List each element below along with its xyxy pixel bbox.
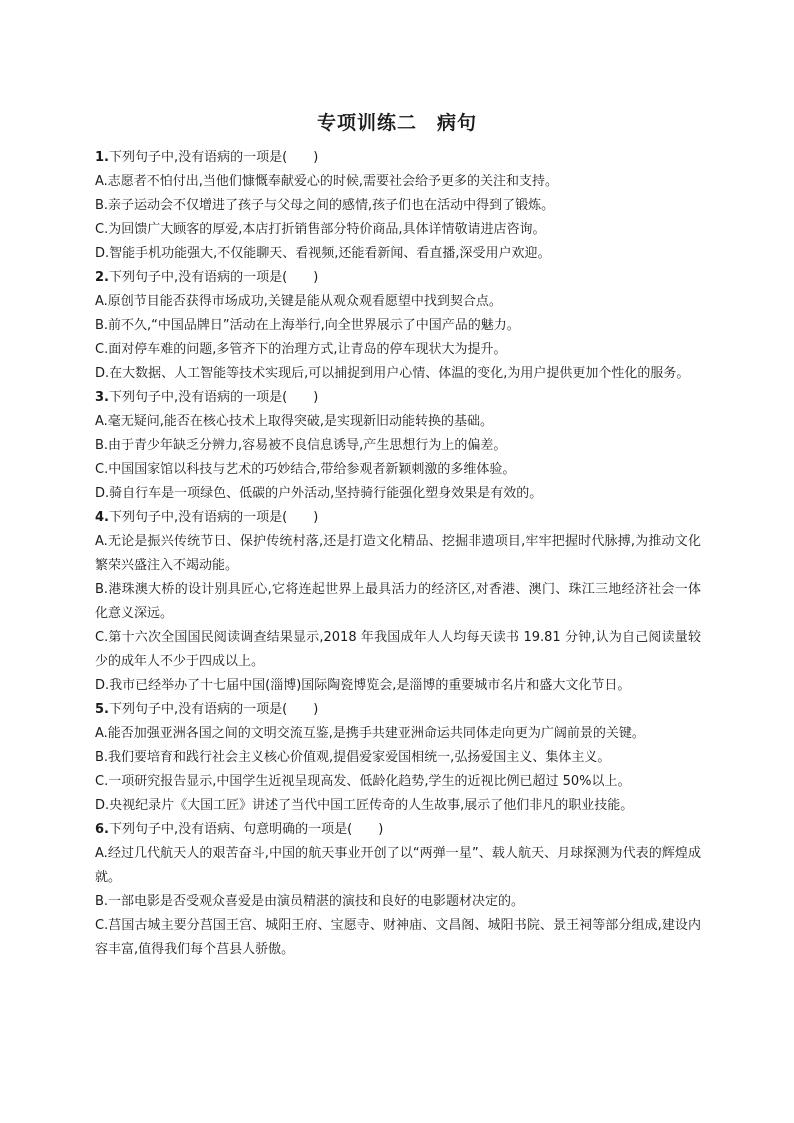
question-6 [95, 818, 701, 962]
question-stem-text: 下列句子中,没有语病的一项是( ) [108, 150, 319, 165]
answer-option: C.为回馈广大顾客的厚爱,本店打折销售部分特价商品,具体详情敬请进店咨询。 [95, 222, 546, 237]
question-stem [95, 386, 701, 410]
question-stem [95, 266, 701, 290]
answer-option: A.毫无疑问,能否在核心技术上取得突破,是实现新旧动能转换的基础。 [95, 414, 494, 429]
question-number: 1. [95, 150, 109, 165]
question-stem-text: 下列句子中,没有语病的一项是( ) [108, 702, 319, 717]
answer-option: A.志愿者不怕付出,当他们慷慨奉献爱心的时候,需要社会给予更多的关注和支持。 [95, 174, 559, 189]
question-number: 3. [95, 390, 109, 405]
answer-option: B.一部电影是否受观众喜爱是由演员精湛的演技和良好的电影题材决定的。 [95, 894, 525, 909]
question-stem-text: 下列句子中,没有语病的一项是( ) [108, 270, 319, 285]
answer-option: B.港珠澳大桥的设计别具匠心,它将连起世界上最具活力的经济区,对香港、澳门、珠江三地经济社会一体化意义深远。 [95, 582, 701, 621]
answer-option: D.在大数据、人工智能等技术实现后,可以捕捉到用户心情、体温的变化,为用户提供更加个性化的服务。 [95, 366, 690, 381]
question-stem-text: 下列句子中,没有语病的一项是( ) [108, 510, 319, 525]
answer-option: D.智能手机功能强大,不仅能聊天、看视频,还能看新闻、看直播,深受用户欢迎。 [95, 246, 551, 261]
question-stem [95, 818, 701, 842]
answer-option: A.能否加强亚洲各国之间的文明交流互鉴,是携手共建亚洲命运共同体走向更为广阔前景的关键。 [95, 726, 645, 741]
question-1 [95, 146, 701, 266]
answer-option: C.中国国家馆以科技与艺术的巧妙结合,带给参观者新颖刺激的多维体验。 [95, 462, 516, 477]
answer-option: A.无论是振兴传统节日、保护传统村落,还是打造文化精品、挖掘非遗项目,牢牢把握时代脉搏,为推动文化繁荣兴盛注入不竭动能。 [95, 534, 701, 573]
answer-option: D.骑自行车是一项绿色、低碳的户外活动,坚持骑行能强化塑身效果是有效的。 [95, 486, 543, 501]
answer-option: C.一项研究报告显示,中国学生近视呈现高发、低龄化趋势,学生的近视比例已超过 50%以上。 [95, 774, 631, 789]
question-4 [95, 506, 701, 698]
question-number: 4. [95, 510, 109, 525]
answer-option: B.前不久,“中国品牌日”活动在上海举行,向全世界展示了中国产品的魅力。 [95, 318, 520, 333]
page-title: 专项训练二 病句 [316, 112, 477, 134]
answer-option: D.央视纪录片《大国工匠》讲述了当代中国工匠传奇的人生故事,展示了他们非凡的职业技能。 [95, 798, 634, 813]
answer-option: C.第十六次全国国民阅读调查结果显示,2018 年我国成年人人均每天读书 19.81 分钟,认为自己阅读量较少的成年人不少于四成以上。 [95, 630, 701, 669]
question-2 [95, 266, 701, 386]
answer-option: D.我市已经举办了十七届中国(淄博)国际陶瓷博览会,是淄博的重要城市名片和盛大文化节日。 [95, 678, 631, 693]
question-stem [95, 698, 701, 722]
question-stem [95, 146, 701, 170]
question-number: 6. [95, 822, 109, 837]
answer-option: B.亲子运动会不仅增进了孩子与父母之间的感情,孩子们也在活动中得到了锻炼。 [95, 198, 555, 213]
answer-option: B.由于青少年缺乏分辨力,容易被不良信息诱导,产生思想行为上的偏差。 [95, 438, 507, 453]
answer-option: C.莒国古城主要分莒国王宫、城阳王府、宝愿寺、财神庙、文昌阁、城阳书院、景王祠等部分组成,建设内容丰富,值得我们每个莒县人骄傲。 [95, 918, 701, 957]
question-number: 5. [95, 702, 109, 717]
question-stem-text: 下列句子中,没有语病的一项是( ) [108, 390, 319, 405]
answer-option: A.经过几代航天人的艰苦奋斗,中国的航天事业开创了以“两弹一星”、载人航天、月球探测为代表的辉煌成就。 [95, 846, 701, 885]
answer-option: B.我们要培育和践行社会主义核心价值观,提倡爱家爱国相统一,弘扬爱国主义、集体主义。 [95, 750, 611, 765]
question-number: 2. [95, 270, 109, 285]
question-5 [95, 698, 701, 818]
question-stem [95, 506, 701, 530]
answer-option: A.原创节目能否获得市场成功,关键是能从观众观看愿望中找到契合点。 [95, 294, 502, 309]
answer-option: C.面对停车难的问题,多管齐下的治理方式,让青岛的停车现状大为提升。 [95, 342, 507, 357]
question-stem-text: 下列句子中,没有语病、句意明确的一项是( ) [108, 822, 384, 837]
question-list [95, 146, 701, 962]
question-3 [95, 386, 701, 506]
